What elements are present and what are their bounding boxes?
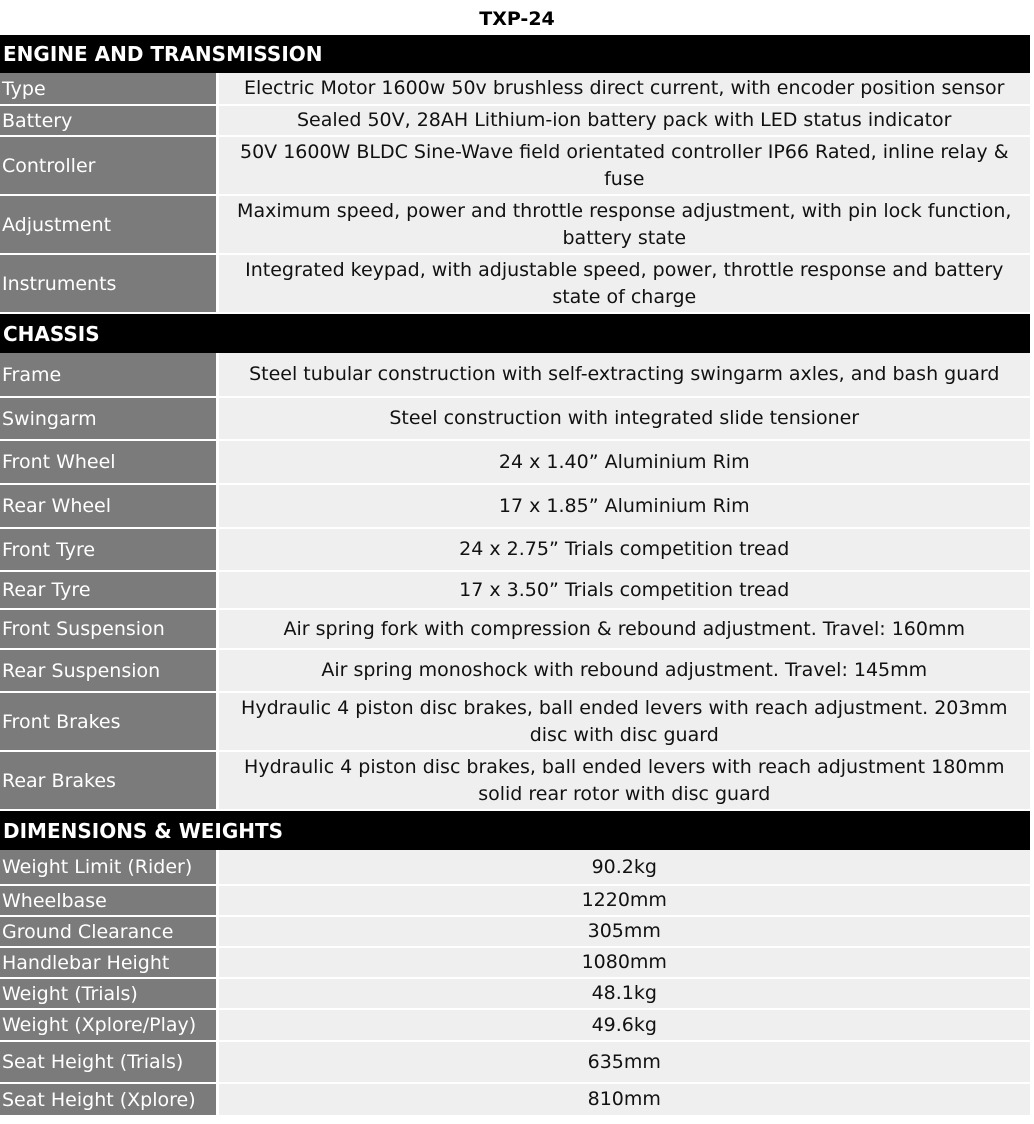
- spec-row-seat-height-trials: [0, 1041, 1030, 1083]
- spec-label: Frame: [0, 353, 217, 397]
- spec-value: Air spring monoshock with rebound adjustment. Travel: 145mm: [217, 649, 1030, 692]
- spec-value: Integrated keypad, with adjustable speed, power, throttle response and battery state of charge: [217, 254, 1030, 313]
- spec-value: Steel tubular construction with self-extracting swingarm axles, and bash guard: [217, 353, 1030, 397]
- spec-label: Instruments: [0, 254, 217, 313]
- section-heading: ENGINE AND TRANSMISSION: [0, 35, 1030, 73]
- spec-label: Controller: [0, 136, 217, 195]
- spec-label: Ground Clearance: [0, 916, 217, 947]
- spec-row-front-brakes: [0, 692, 1030, 751]
- spec-row-rear-wheel: [0, 484, 1030, 528]
- spec-row-weight-limit: [0, 850, 1030, 885]
- spec-row-handlebar-height: [0, 947, 1030, 978]
- spec-label: Weight (Xplore/Play): [0, 1009, 217, 1041]
- section-heading: DIMENSIONS & WEIGHTS: [0, 810, 1030, 850]
- spec-label: Seat Height (Xplore): [0, 1083, 217, 1116]
- spec-value: Steel construction with integrated slide tensioner: [217, 397, 1030, 440]
- spec-value: 17 x 3.50” Trials competition tread: [217, 571, 1030, 609]
- spec-row-battery: [0, 105, 1030, 136]
- spec-label: Rear Suspension: [0, 649, 217, 692]
- spec-label: Front Suspension: [0, 609, 217, 649]
- spec-label: Wheelbase: [0, 885, 217, 916]
- spec-label: Seat Height (Trials): [0, 1041, 217, 1083]
- spec-row-type: [0, 73, 1030, 105]
- spec-label: Adjustment: [0, 195, 217, 254]
- spec-value: 1220mm: [217, 885, 1030, 916]
- spec-row-weight-xplore: [0, 1009, 1030, 1041]
- spec-value: Hydraulic 4 piston disc brakes, ball ended levers with reach adjustment. 203mm disc with disc guard: [217, 692, 1030, 751]
- spec-value: Hydraulic 4 piston disc brakes, ball ended levers with reach adjustment 180mm solid rear rotor with disc guard: [217, 751, 1030, 810]
- spec-value: Sealed 50V, 28AH Lithium-ion battery pack with LED status indicator: [217, 105, 1030, 136]
- spec-value: Maximum speed, power and throttle response adjustment, with pin lock function, battery state: [217, 195, 1030, 254]
- spec-row-rear-brakes: [0, 751, 1030, 810]
- spec-label: Type: [0, 73, 217, 105]
- spec-row-instruments: [0, 254, 1030, 313]
- spec-row-adjustment: [0, 195, 1030, 254]
- spec-value: 90.2kg: [217, 850, 1030, 885]
- spec-row-ground-clearance: [0, 916, 1030, 947]
- spec-row-front-tyre: [0, 528, 1030, 571]
- spec-value: 24 x 2.75” Trials competition tread: [217, 528, 1030, 571]
- section-header-engine: [0, 35, 1030, 73]
- spec-value: 50V 1600W BLDC Sine-Wave field orientated controller IP66 Rated, inline relay & fuse: [217, 136, 1030, 195]
- section-heading: CHASSIS: [0, 313, 1030, 353]
- spec-value: 635mm: [217, 1041, 1030, 1083]
- spec-row-swingarm: [0, 397, 1030, 440]
- spec-row-front-suspension: [0, 609, 1030, 649]
- spec-row-rear-tyre: [0, 571, 1030, 609]
- spec-value: Electric Motor 1600w 50v brushless direct current, with encoder position sensor: [217, 73, 1030, 105]
- section-header-dimensions: [0, 810, 1030, 850]
- spec-value: 810mm: [217, 1083, 1030, 1116]
- spec-label: Front Wheel: [0, 440, 217, 484]
- spec-label: Handlebar Height: [0, 947, 217, 978]
- spec-label: Front Brakes: [0, 692, 217, 751]
- document-title: TXP-24: [479, 8, 555, 30]
- spec-label: Swingarm: [0, 397, 217, 440]
- spec-label: Rear Wheel: [0, 484, 217, 528]
- spec-label: Front Tyre: [0, 528, 217, 571]
- spec-label: Weight (Trials): [0, 978, 217, 1009]
- spec-row-weight-trials: [0, 978, 1030, 1009]
- spec-row-controller: [0, 136, 1030, 195]
- spec-value: 305mm: [217, 916, 1030, 947]
- spec-row-seat-height-xplore: [0, 1083, 1030, 1116]
- spec-label: Weight Limit (Rider): [0, 850, 217, 885]
- spec-row-rear-suspension: [0, 649, 1030, 692]
- spec-row-frame: [0, 353, 1030, 397]
- spec-value: 48.1kg: [217, 978, 1030, 1009]
- spec-value: Air spring fork with compression & rebound adjustment. Travel: 160mm: [217, 609, 1030, 649]
- spec-label: Rear Tyre: [0, 571, 217, 609]
- spec-row-wheelbase: [0, 885, 1030, 916]
- spec-value: 17 x 1.85” Aluminium Rim: [217, 484, 1030, 528]
- spec-row-front-wheel: [0, 440, 1030, 484]
- spec-value: 24 x 1.40” Aluminium Rim: [217, 440, 1030, 484]
- spec-table: [0, 35, 1030, 1117]
- spec-label: Battery: [0, 105, 217, 136]
- spec-label: Rear Brakes: [0, 751, 217, 810]
- section-header-chassis: [0, 313, 1030, 353]
- spec-value: 49.6kg: [217, 1009, 1030, 1041]
- spec-value: 1080mm: [217, 947, 1030, 978]
